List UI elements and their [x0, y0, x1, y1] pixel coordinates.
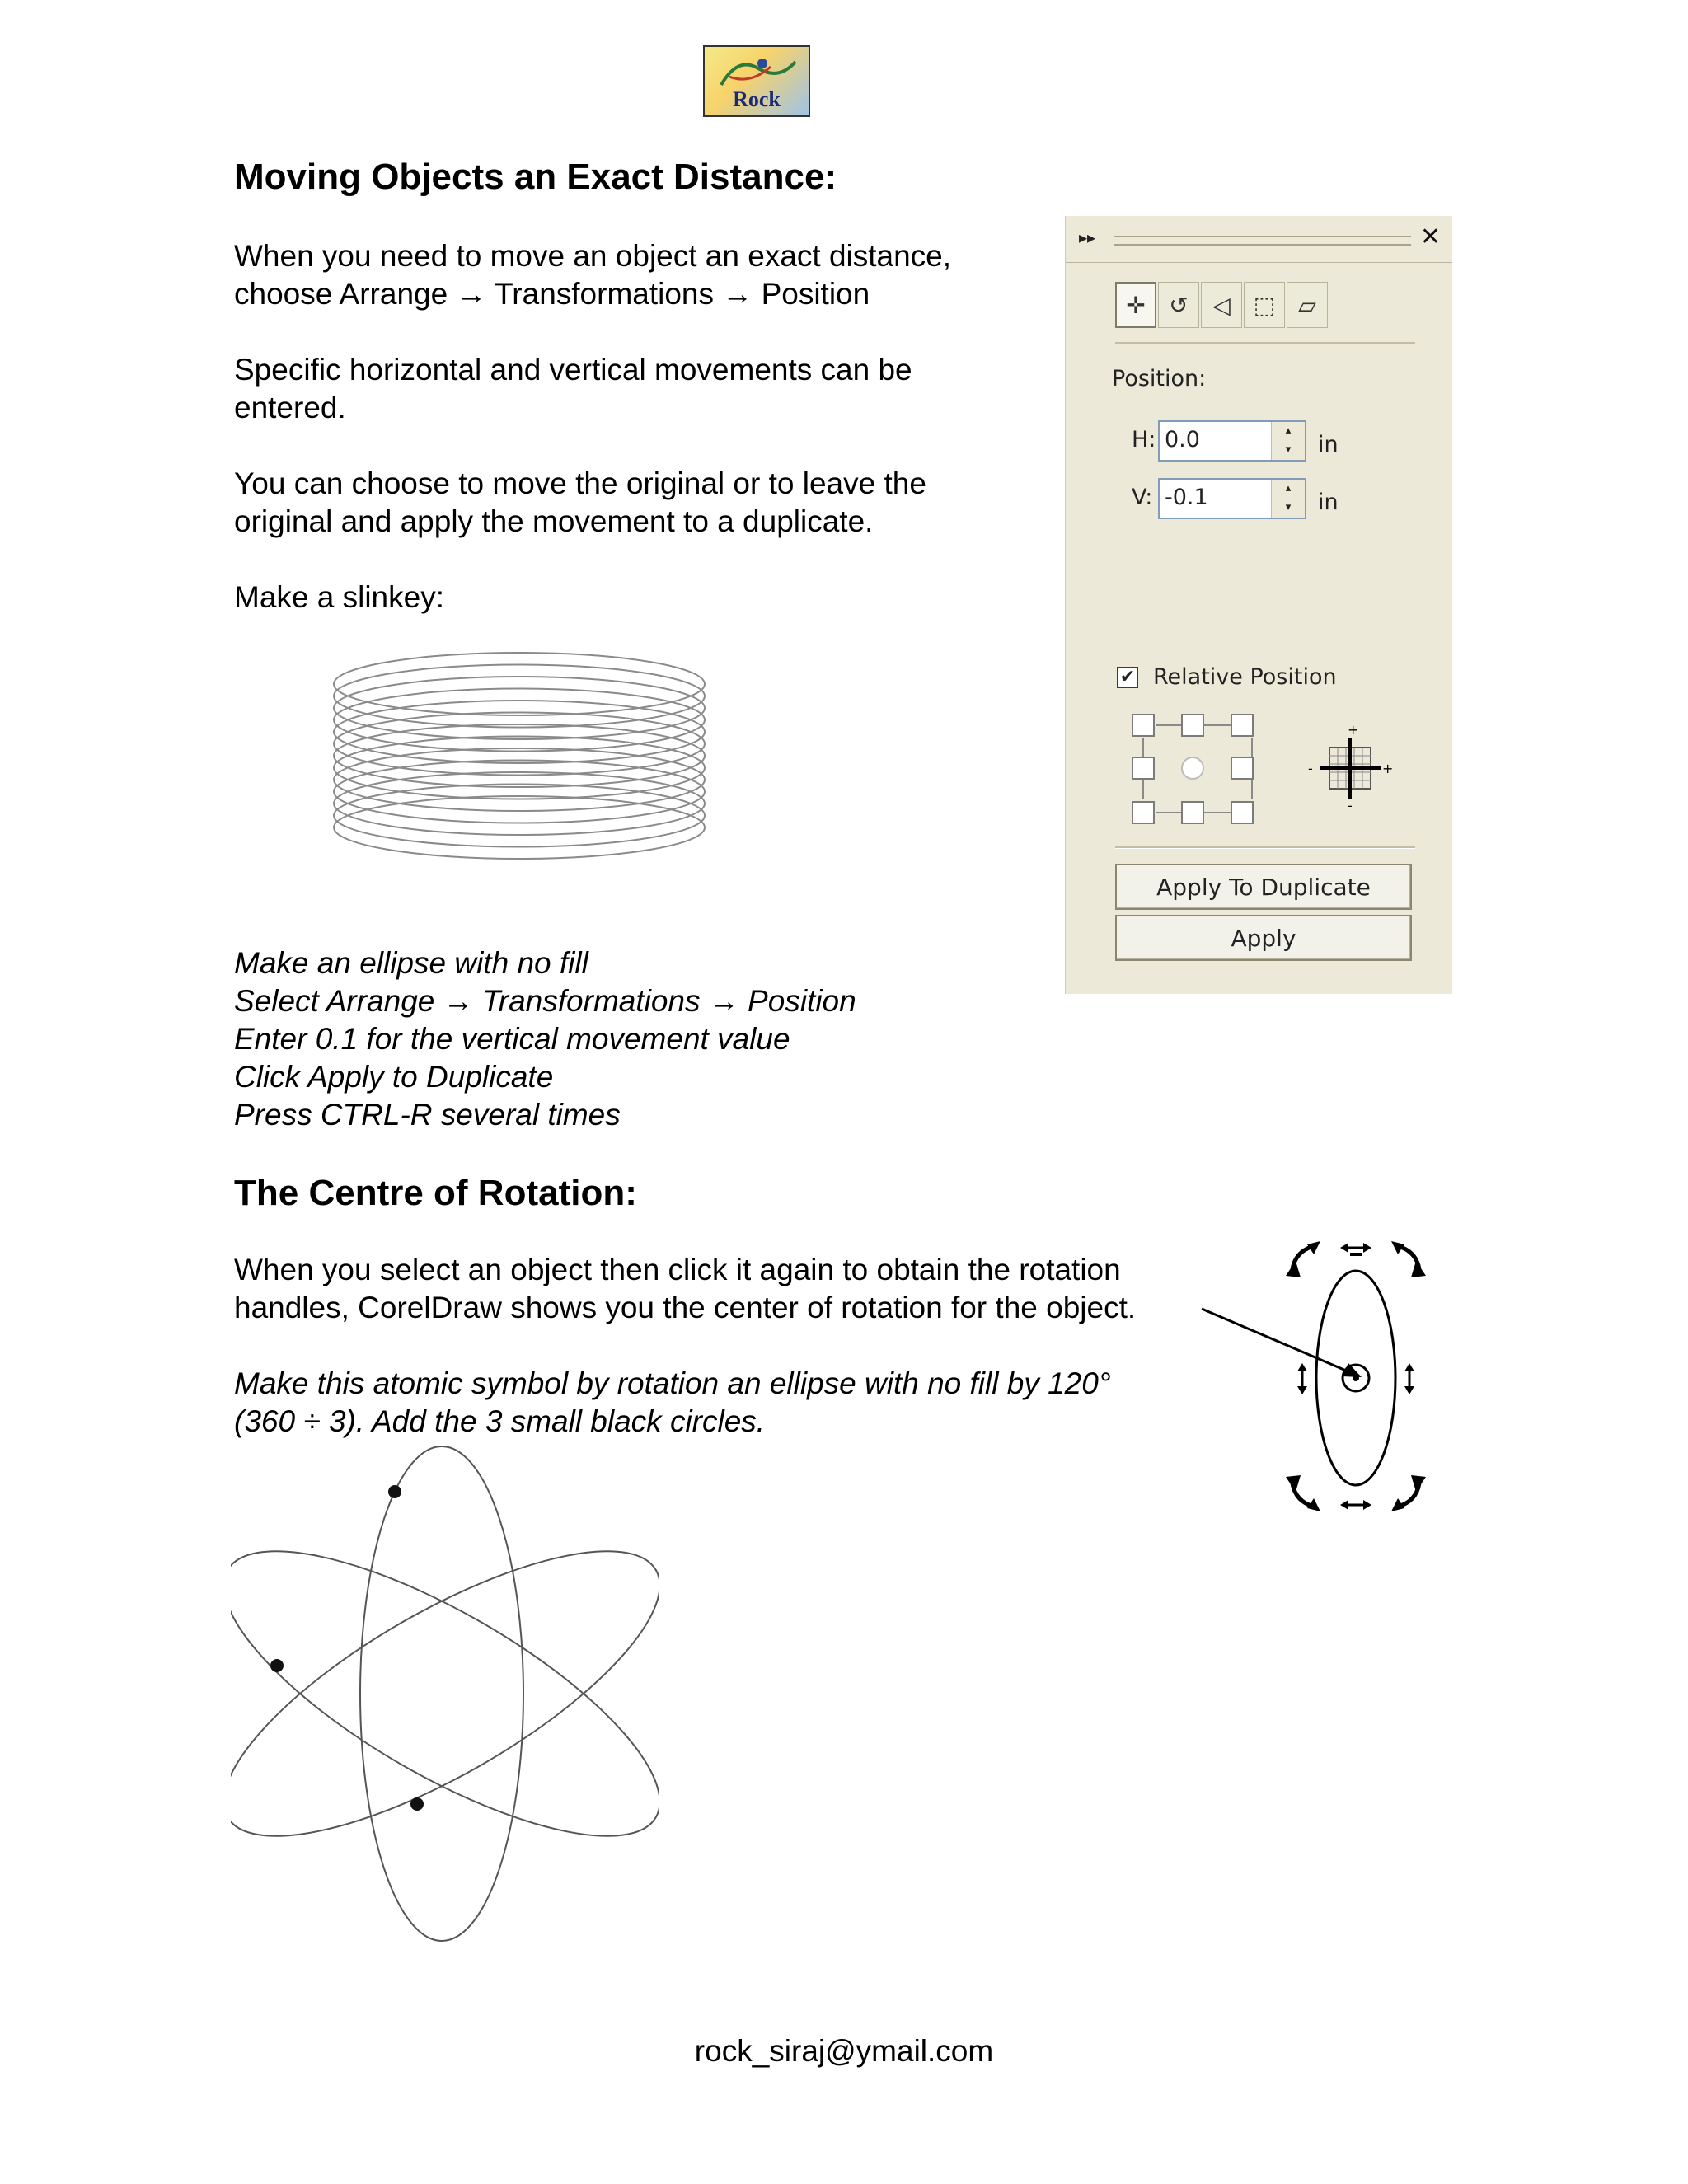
docker-title-bar[interactable] [1066, 216, 1452, 263]
ref-middle-left[interactable] [1132, 757, 1155, 780]
section-title-rotation: The Centre of Rotation: [234, 1173, 637, 1213]
relative-position-label: Relative Position [1153, 664, 1337, 690]
skew-handle-icon [1340, 1243, 1372, 1254]
slinkey-ring [334, 737, 705, 799]
orbit-ellipse [231, 1499, 659, 1887]
h-unit-label: in [1318, 432, 1339, 457]
slinkey-ring [334, 653, 705, 715]
ref-bottom-right[interactable] [1231, 801, 1254, 824]
divider [1115, 846, 1415, 849]
steps-list [234, 944, 856, 1134]
horizontal-position-input[interactable] [1158, 420, 1306, 462]
slinkey-ring [334, 724, 705, 787]
apply-to-duplicate-button[interactable]: Apply To Duplicate [1115, 864, 1412, 910]
apply-button[interactable]: Apply [1115, 915, 1412, 961]
rotate-icon: ↺ [1169, 291, 1189, 319]
paragraph-movements: Specific horizontal and vertical movements can be entered. [234, 353, 912, 424]
spin-down-icon[interactable]: ▾ [1285, 443, 1292, 456]
ref-top-center[interactable] [1181, 714, 1204, 737]
slinkey-ring [334, 785, 705, 847]
slinkey-ring [334, 713, 705, 776]
electron-dot [270, 1659, 284, 1672]
skew-handle-icon [1404, 1363, 1414, 1394]
logo-text: Rock [733, 87, 781, 111]
transform-toolbar [1115, 282, 1328, 328]
reference-point-grid [1132, 714, 1264, 829]
size-icon: ⬚ [1253, 291, 1276, 319]
divider [1115, 342, 1415, 344]
svg-text:-: - [1308, 761, 1313, 776]
slinkey-ring [334, 665, 705, 728]
slinkey-ring [334, 748, 705, 811]
spin-up-icon[interactable]: ▴ [1285, 424, 1292, 437]
position-tool-button[interactable] [1115, 282, 1156, 328]
docker-grip[interactable] [1114, 236, 1411, 246]
h-label: H: [1132, 427, 1156, 452]
ref-bottom-left[interactable] [1132, 801, 1155, 824]
v-spinner[interactable] [1271, 480, 1305, 518]
paragraph-intro: When you need to move an object an exact distance, choose Arrange → Transformations → Position [234, 239, 952, 311]
ref-middle-right[interactable] [1231, 757, 1254, 780]
relative-axis-icon [1305, 723, 1395, 813]
orbit-ellipse [360, 1446, 523, 1941]
scale-tool-button[interactable] [1201, 282, 1242, 328]
rock-logo [703, 45, 810, 117]
slinkey-ring [334, 772, 705, 835]
slinkey-ring [334, 761, 705, 823]
spin-up-icon[interactable]: ▴ [1285, 482, 1292, 494]
v-label: V: [1132, 485, 1153, 510]
svg-text:-: - [1348, 798, 1353, 813]
paragraph-slinkey: Make a slinkey: [234, 580, 444, 614]
rotate-tool-button[interactable] [1158, 282, 1199, 328]
transformation-docker [1065, 216, 1452, 994]
h-value: 0.0 [1165, 427, 1200, 452]
footer-email: rock_siraj@ymail.com [694, 2034, 994, 2068]
spin-down-icon[interactable]: ▾ [1285, 501, 1292, 513]
position-label: Position: [1112, 366, 1207, 391]
electron-dot [388, 1485, 401, 1498]
svg-text:+: + [1348, 723, 1359, 738]
slinkey-ring [334, 701, 705, 763]
skew-tool-button[interactable] [1287, 282, 1328, 328]
step-item: Press CTRL-R several times [234, 1098, 621, 1132]
paragraph-atomic: Make this atomic symbol by rotation an ellipse with no fill by 120° (360 ÷ 3). Add the 3 small black circles. [234, 1366, 1111, 1438]
skew-handle-icon [1340, 1500, 1372, 1510]
ref-bottom-center[interactable] [1181, 801, 1204, 824]
v-unit-label: in [1318, 490, 1339, 515]
close-icon[interactable]: ✕ [1419, 223, 1441, 251]
ref-top-right[interactable] [1231, 714, 1254, 737]
size-tool-button[interactable] [1244, 282, 1285, 328]
slinkey-illustration [330, 651, 709, 898]
svg-text:+: + [1382, 761, 1394, 776]
slinkey-ring [334, 689, 705, 752]
atomic-symbol-illustration [231, 1442, 659, 1953]
step-item: Make an ellipse with no fill [234, 946, 588, 980]
step-item: Select Arrange → Transformations → Position [234, 984, 856, 1018]
relative-position-checkbox[interactable]: ✔ [1117, 667, 1138, 688]
step-item: Click Apply to Duplicate [234, 1060, 554, 1094]
h-spinner[interactable] [1271, 422, 1305, 460]
move-arrows-icon: ✛ [1126, 291, 1146, 319]
paragraph-duplicate: You can choose to move the original or to leave the original and apply the movement to a duplicate. [234, 466, 926, 538]
electron-dot [410, 1797, 424, 1811]
slinkey-ring [334, 796, 705, 859]
orbit-ellipse [231, 1499, 659, 1887]
v-value: -0.1 [1165, 485, 1208, 510]
scale-mirror-icon: ◁ [1212, 291, 1231, 319]
skew-handle-icon [1297, 1363, 1307, 1394]
vertical-position-input[interactable] [1158, 478, 1306, 519]
expand-arrows-icon[interactable]: ▸▸ [1079, 227, 1096, 247]
paragraph-rotation-handles: When you select an object then click it again to obtain the rotation handles, CorelDraw shows you the center of rotation for the object. [234, 1253, 1137, 1324]
section-title-moving: Moving Objects an Exact Distance: [234, 157, 837, 197]
step-item: Enter 0.1 for the vertical movement value [234, 1022, 790, 1056]
ref-top-left[interactable] [1132, 714, 1155, 737]
slinkey-ring [334, 677, 705, 739]
rotation-handles-illustration [1278, 1236, 1434, 1516]
ref-center[interactable] [1181, 757, 1204, 780]
skew-icon: ▱ [1298, 291, 1316, 319]
